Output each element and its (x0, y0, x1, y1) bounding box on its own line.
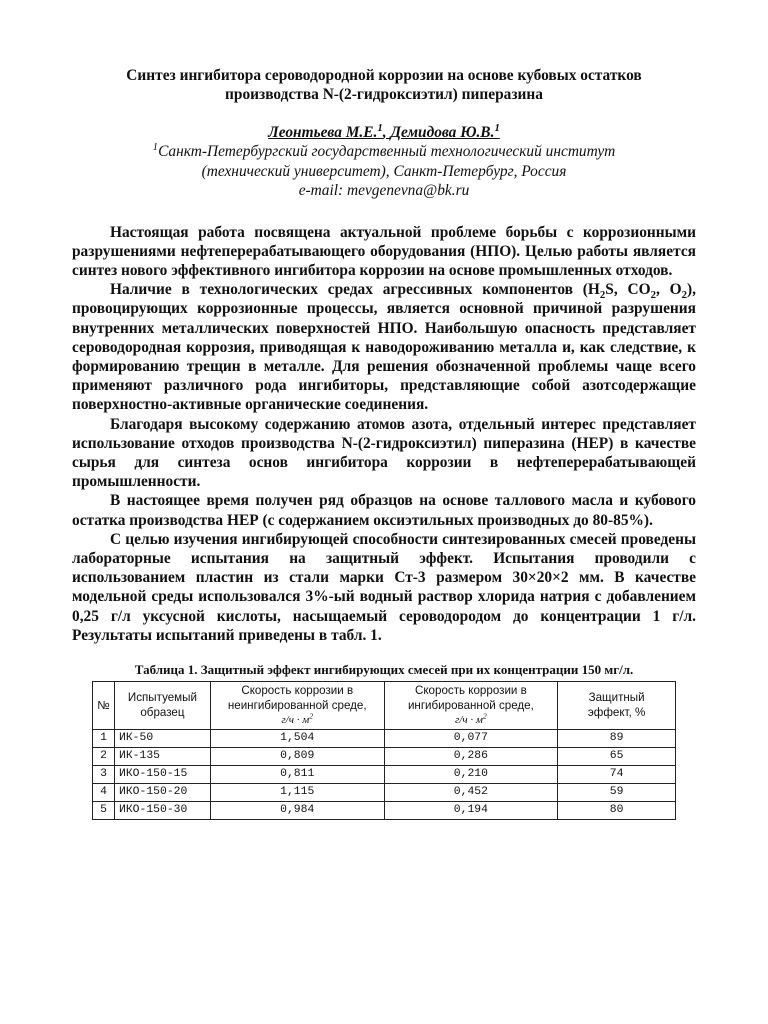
header-rate-uninhibited (210, 681, 384, 729)
cell-rate-uninhibited: 0,811 (210, 765, 384, 783)
cell-num: 4 (93, 783, 115, 801)
cell-effect: 65 (558, 747, 676, 765)
table-row (93, 729, 676, 747)
affiliation-line-1 (72, 142, 696, 162)
cell-rate-uninhibited: 1,504 (210, 729, 384, 747)
cell-effect: 59 (558, 783, 676, 801)
cell-rate-inhibited: 0,286 (384, 747, 558, 765)
p2-sub-3: 2 (681, 289, 688, 302)
author-2-affil-mark: 1 (494, 121, 500, 134)
author-1: Леонтьева М.Е. (268, 124, 378, 141)
affiliation-text-1: Санкт-Петербургский государственный технологический институт (158, 143, 616, 160)
cell-num: 5 (93, 801, 115, 819)
affiliation-mark: 1 (152, 140, 159, 153)
cell-sample: ИК-135 (114, 747, 210, 765)
table-row (93, 801, 676, 819)
p2-sub-2: 2 (650, 289, 656, 302)
paper-title (72, 66, 696, 104)
affiliation (72, 142, 696, 181)
header-rate-inh-l1: Скорость коррозии в (414, 683, 527, 697)
paper-page (72, 66, 696, 820)
p2-text-b: S, CO (605, 281, 651, 299)
header-rate-inh-unit (388, 713, 555, 728)
unit-sup: 2 (482, 711, 487, 721)
cell-effect: 74 (558, 765, 676, 783)
paragraph-2 (72, 280, 696, 414)
cell-effect: 89 (558, 729, 676, 747)
title-line-1: Синтез ингибитора сероводородной коррозии на основе кубовых остатков (126, 67, 642, 84)
cell-rate-inhibited: 0,194 (384, 801, 558, 819)
unit-base: г/ч · м (455, 713, 483, 726)
cell-sample: ИКО-150-15 (114, 765, 210, 783)
unit-base: г/ч · м (281, 713, 310, 726)
header-sample-l2: образец (140, 706, 185, 720)
header-rate-inh-l2: ингибированной среде, (407, 698, 534, 712)
cell-effect: 80 (558, 801, 676, 819)
affiliation-line-2: (технический университет), Санкт-Петербург, Россия (201, 162, 567, 180)
header-sample (114, 681, 210, 729)
paragraph-3: Благодаря высокому содержанию атомов азота, отдельный интерес представляет использование отходов производства N-(2-гидроксиэтил) пиперазина (НЕР) в качестве сырья для синтеза основ ингибитора коррозии в нефтеперерабатывающей промышленности. (72, 415, 696, 491)
header-num: № (93, 681, 115, 729)
p2-text-c: , O (655, 281, 682, 299)
article-body (72, 223, 696, 645)
paragraph-1: Настоящая работа посвящена актуальной проблеме борьбы с коррозионными разрушениями нефтеперерабатывающего оборудования (НПО). Целью работы является синтез нового эффективного ингибитора коррозии на основе промышленных отходов. (72, 223, 696, 279)
cell-sample: ИК-50 (114, 729, 210, 747)
table-row (93, 747, 676, 765)
author-separator: , (382, 124, 391, 141)
author-1-affil-mark: 1 (377, 121, 383, 134)
cell-rate-uninhibited: 0,984 (210, 801, 384, 819)
header-rate-uninh-l1: Скорость коррозии в (241, 683, 354, 697)
paragraph-4: В настоящее время получен ряд образцов на основе таллового масла и кубового остатка производства НЕР (с содержанием оксиэтильных производных до 80-85%). (72, 492, 696, 529)
table-row (93, 765, 676, 783)
cell-rate-inhibited: 0,077 (384, 729, 558, 747)
cell-sample: ИКО-150-30 (114, 801, 210, 819)
author-2: Демидова Ю.В. (390, 124, 495, 141)
header-rate-inhibited (384, 681, 558, 729)
table-row (93, 783, 676, 801)
author-email: e-mail: mevgenevna@bk.ru (298, 182, 470, 199)
header-sample-l1: Испытуемый (127, 691, 197, 705)
table-header-row (93, 681, 676, 729)
cell-rate-uninhibited: 1,115 (210, 783, 384, 801)
cell-num: 1 (93, 729, 115, 747)
title-line-2: производства N-(2-гидроксиэтил) пиперазина (225, 86, 543, 103)
p2-sub-1: 2 (599, 289, 606, 302)
cell-sample: ИКО-150-20 (114, 783, 210, 801)
header-effect-l1: Защитный (588, 691, 645, 705)
header-effect (558, 681, 676, 729)
header-rate-uninh-l2: неингибированной среде, (227, 698, 367, 712)
p2-text-d: ), провоцирующих коррозионные процессы, является основной причиной разрушения внутренних металлических поверхностей НПО. Наибольшую опасность представляет сероводородная коррозия, приводящая к наводороживанию металла и, как следствие, к формированию трещин в металле. Для решения обозначенной проблемы чаще всего применяют различного рода ингибиторы, представляющие собой азотсодержащие поверхностно-активные органические соединения. (72, 281, 697, 414)
table-caption: Таблица 1. Защитный эффект ингибирующих смесей при их концентрации 150 мг/л. (134, 661, 634, 677)
author-line (72, 123, 696, 142)
header-rate-uninh-unit (214, 713, 381, 728)
results-table (92, 681, 676, 820)
paragraph-5: С целью изучения ингибирующей способности синтезированных смесей проведены лабораторные испытания на защитный эффект. Испытания проводили с использованием пластин из стали марки Ст-3 размером 30×20×2 мм. В качестве модельной среды использовался 3%-ый водный раствор хлорида натрия с добавлением 0,25 г/л уксусной кислоты, насыщаемый сероводородом до концентрации 1 г/л. Результаты испытаний приведены в табл. 1. (72, 530, 696, 644)
p2-text-a: Наличие в технологических средах агрессивных компонентов (H (110, 281, 600, 299)
header-effect-l2: эффект, % (587, 706, 646, 720)
unit-sup: 2 (309, 711, 314, 721)
cell-rate-inhibited: 0,210 (384, 765, 558, 783)
cell-rate-uninhibited: 0,809 (210, 747, 384, 765)
cell-num: 3 (93, 765, 115, 783)
cell-num: 2 (93, 747, 115, 765)
cell-rate-inhibited: 0,452 (384, 783, 558, 801)
